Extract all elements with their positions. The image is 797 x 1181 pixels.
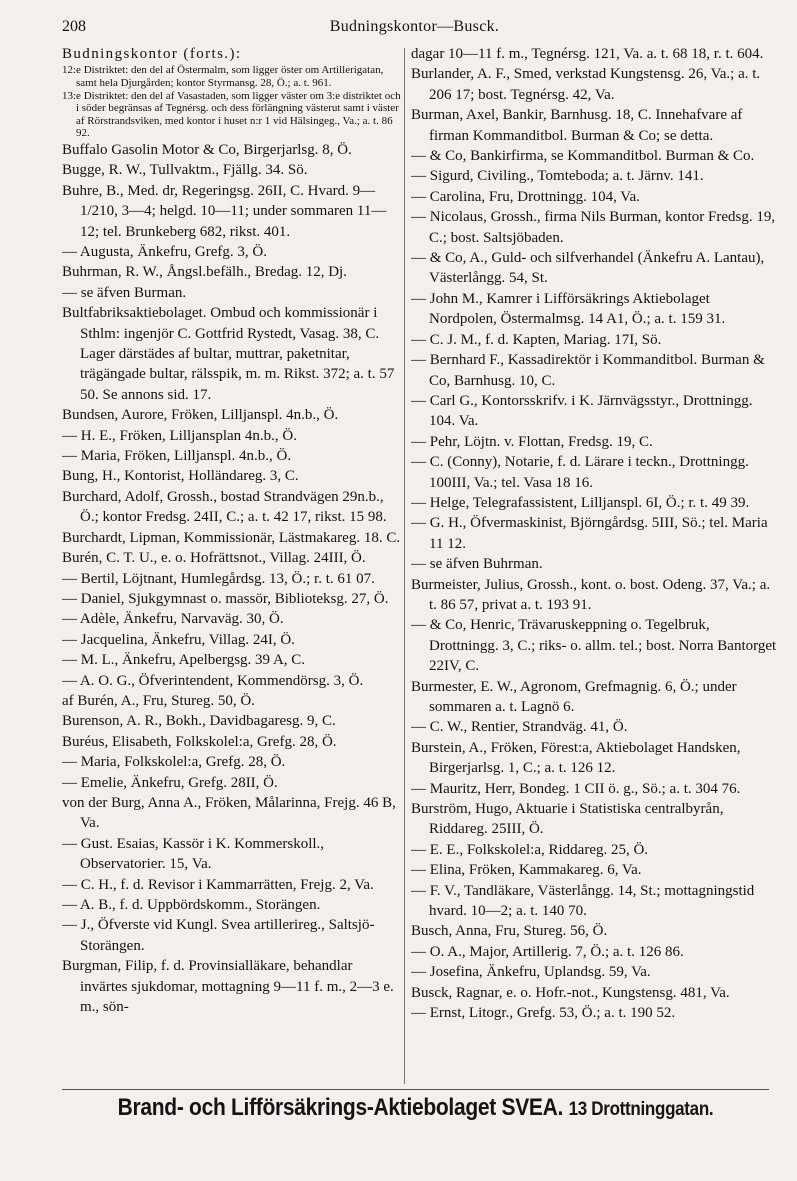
directory-entry: — Carl G., Kontorsskrifv. i K. Järnvägsstyr., Drottningg. 104. Va. (411, 392, 753, 430)
directory-entry: — H. E., Fröken, Lilljansplan 4n.b., Ö. (62, 427, 297, 444)
directory-entry: — Bernhard F., Kassadirektör i Kommanditbol. Burman & Co, Barnhusg. 10, C. (411, 352, 765, 389)
right-column (411, 44, 777, 1084)
directory-entry: — Maria, Folkskolel:a, Grefg. 28, Ö. (62, 754, 286, 771)
district-note: 13:e Distriktet: den del af Vasastaden, som ligger väster om 3:e distriktet och i söder begränsas af Tegnérsg. och dess förlängning västerut samt i väster af Rörstrandsviken, med kontor i huset n:r 1 vid Hälsingeg., Va.; a. t. 86 92. (62, 89, 401, 140)
directory-entry: — Nicolaus, Grossh., firma Nils Burman, kontor Fredsg. 19, C.; bost. Saltsjöbaden. (411, 209, 776, 246)
page-number: 208 (62, 18, 86, 35)
directory-entry: — Elina, Fröken, Kammakareg. 6, Va. (411, 862, 642, 879)
directory-entry: — Jacquelina, Änkefru, Villag. 24I, Ö. (62, 631, 295, 648)
directory-entry: Bugge, R. W., Tullvaktm., Fjällg. 34. Sö. (62, 162, 308, 179)
page-header (62, 18, 767, 44)
footer-advertisement (62, 1094, 769, 1122)
directory-entry: af Burén, A., Fru, Stureg. 50, Ö. (62, 692, 255, 709)
directory-entry: Bung, H., Kontorist, Holländareg. 3, C. (62, 468, 299, 485)
column-divider (404, 48, 405, 1084)
directory-entry: Burenson, A. R., Bokh., Davidbagaresg. 9, C. (62, 713, 336, 730)
directory-entry: Burgman, Filip, f. d. Provinsialläkare, behandlar invärtes sjukdomar, mottagning 9—11 f. m., 2—3 e. m., sön- (62, 958, 394, 1016)
directory-entry: Buffalo Gasolin Motor & Co, Birgerjarlsg. 8, Ö. (62, 141, 352, 158)
directory-entry: von der Burg, Anna A., Fröken, Målarinna, Frejg. 46 B, Va. (62, 794, 396, 832)
directory-entry: Burén, C. T. U., e. o. Hofrättsnot., Villag. 24III, Ö. (62, 550, 366, 567)
directory-entry: — se äfven Burman. (62, 284, 187, 301)
left-column (62, 44, 402, 1084)
directory-entry: — & Co, Bankirfirma, se Kommanditbol. Burman & Co. (411, 148, 755, 165)
directory-entry: Burmester, E. W., Agronom, Grefmagnig. 6, Ö.; under sommaren a. t. Lagnö 6. (411, 678, 737, 715)
directory-entry: — & Co, Henric, Trävaruskeppning o. Tegelbruk, Drottningg. 3, C.; riks- o. allm. tel.; bost. Norra Bantorget 22IV, C. (411, 617, 777, 675)
directory-entry: — Adèle, Änkefru, Narvaväg. 30, Ö. (62, 611, 284, 628)
directory-entry: Burlander, A. F., Smed, verkstad Kungstensg. 26, Va.; a. t. 206 17; bost. Tegnérsg. 42, Va. (411, 66, 761, 103)
directory-entry: — Emelie, Änkefru, Grefg. 28II, Ö. (62, 774, 278, 791)
directory-entry: — C. H., f. d. Revisor i Kammarrätten, Frejg. 2, Va. (62, 876, 374, 893)
directory-entry: — Carolina, Fru, Drottningg. 104, Va. (411, 188, 640, 205)
directory-entry: Burchardt, Lipman, Kommissionär, Lästmakareg. 18. C. (62, 529, 401, 546)
directory-entry: — Ernst, Litogr., Grefg. 53, Ö.; a. t. 190 52. (411, 1005, 676, 1022)
directory-entry: Busch, Anna, Fru, Stureg. 56, Ö. (411, 923, 608, 940)
directory-entry: — G. H., Öfvermaskinist, Björngårdsg. 5III, Sö.; tel. Maria 11 12. (411, 515, 768, 552)
footer-address: 13 Drottninggatan. (568, 1097, 714, 1120)
directory-entry: — O. A., Major, Artillerig. 7, Ö.; a. t. 126 86. (411, 943, 684, 960)
district-note: 12:e Distriktet: den del af Östermalm, som ligger öster om Artillerigatan, samt hela Djurgården; kontor Styrmansg. 28, Ö.; a. t. 961. (62, 64, 384, 89)
running-title: Budningskontor—Busck. (329, 18, 500, 35)
directory-entry: Buréus, Elisabeth, Folkskolel:a, Grefg. 28, Ö. (62, 733, 337, 750)
directory-entry: Bundsen, Aurore, Fröken, Lilljanspl. 4n.b., Ö. (62, 407, 339, 424)
directory-entry: — C. (Conny), Notarie, f. d. Lärare i teckn., Drottningg. 100III, Va.; tel. Vasa 18 16. (411, 454, 749, 491)
directory-entry: dagar 10—11 f. m., Tegnérsg. 121, Va. a. t. 68 18, r. t. 604. (411, 46, 764, 62)
directory-entry: — Pehr, Löjtn. v. Flottan, Fredsg. 19, C. (411, 433, 653, 450)
section-heading: Budningskontor (forts.): (62, 46, 242, 62)
directory-entry: — & Co, A., Guld- och silfverhandel (Änkefru A. Lantau), Västerlångg. 54, St. (411, 250, 765, 287)
footer-company: Brand- och Lifförsäkrings-Aktiebolaget SVEA. (117, 1094, 564, 1121)
directory-entry: — Bertil, Löjtnant, Humlegårdsg. 13, Ö.; r. t. 61 07. (62, 570, 375, 587)
directory-entry: Burstein, A., Fröken, Förest:a, Aktiebolaget Handsken, Birgerjarlsg. 1, C.; a. t. 126 12. (411, 739, 741, 777)
directory-entry: — C. W., Rentier, Strandväg. 41, Ö. (411, 719, 628, 736)
directory-entry: — Augusta, Änkefru, Grefg. 3, Ö. (62, 244, 267, 260)
directory-entry: Busck, Ragnar, e. o. Hofr.-not., Kungstensg. 481, Va. (411, 984, 730, 1001)
directory-entry: — J., Öfverste vid Kungl. Svea artillerireg., Saltsjö-Storängen. (62, 917, 375, 954)
directory-entry: — M. L., Änkefru, Apelbergsg. 39 A, C. (62, 652, 306, 669)
directory-entry: — se äfven Buhrman. (411, 556, 543, 573)
directory-entry: — Mauritz, Herr, Bondeg. 1 CII ö. g., Sö.; a. t. 304 76. (411, 780, 741, 797)
directory-entry: Burman, Axel, Bankir, Barnhusg. 18, C. Innehafvare af firman Kommanditbol. Burman & Co; se detta. (411, 107, 743, 144)
directory-entry: — Daniel, Sjukgymnast o. massör, Biblioteksg. 27, Ö. (62, 590, 389, 607)
directory-entry: Buhre, B., Med. dr, Regeringsg. 26II, C. Hvard. 9—1/210, 3—4; helgd. 10—11; under sommaren 11—12; tel. Brunkeberg 682, rikst. 401. (62, 182, 387, 240)
directory-entry: Burchard, Adolf, Grossh., bostad Strandvägen 29n.b., Ö.; kontor Fredsg. 24II, C.; a. t. 42 17, rikst. 15 98. (62, 488, 387, 526)
directory-entry: — A. O. G., Öfverintendent, Kommendörsg. 3, Ö. (62, 672, 364, 689)
directory-entry: Burmeister, Julius, Grossh., kont. o. bost. Odeng. 37, Va.; a. t. 86 57, privat a. t. 193 91. (411, 576, 771, 613)
directory-entry: — Gust. Esaias, Kassör i K. Kommerskoll., Observatoriег. 15, Va. (62, 835, 325, 873)
directory-entry: — John M., Kamrer i Lifförsäkrings Aktiebolaget Nordpolen, Östermalmsg. 14 A1, Ö.; a. t. 159 31. (411, 290, 726, 328)
directory-entry: Bultfabriksaktiebolaget. Ombud och kommissionär i Sthlm: ingenjör C. Gottfrid Rystedt, Vasag. 38, C. Lager därstädes af bultar, muttrar, paketnitar, trägängade bultar, rälsspik, m. m. Rikst. 372; a. t. 57 50. Se annons sid. 17. (62, 305, 395, 403)
directory-entry: Buhrman, R. W., Ångsl.befälh., Bredag. 12, Dj. (62, 264, 347, 281)
directory-entry: — E. E., Folkskolel:a, Riddareg. 25, Ö. (411, 841, 649, 858)
directory-entry: — Helge, Telegrafassistent, Lilljanspl. 6I, Ö.; r. t. 49 39. (411, 494, 750, 511)
directory-entry: — Josefina, Änkefru, Uplandsg. 59, Va. (411, 964, 651, 981)
directory-entry: — A. B., f. d. Uppbördskomm., Storängen. (62, 897, 321, 913)
directory-entry: — C. J. M., f. d. Kapten, Mariag. 17I, Sö. (411, 331, 662, 348)
directory-entry: — Sigurd, Civiling., Tomteboda; a. t. Järnv. 141. (411, 168, 704, 185)
directory-entry: — F. V., Tandläkare, Västerlångg. 14, St.; mottagningstid hvard. 10—2; a. t. 140 70. (411, 882, 755, 920)
footer-rule (62, 1089, 769, 1090)
directory-entry: — Maria, Fröken, Lilljanspl. 4n.b., Ö. (62, 448, 292, 465)
directory-entry: Burström, Hugo, Aktuarie i Statistiska centralbyrån, Riddareg. 25III, Ö. (411, 801, 724, 838)
